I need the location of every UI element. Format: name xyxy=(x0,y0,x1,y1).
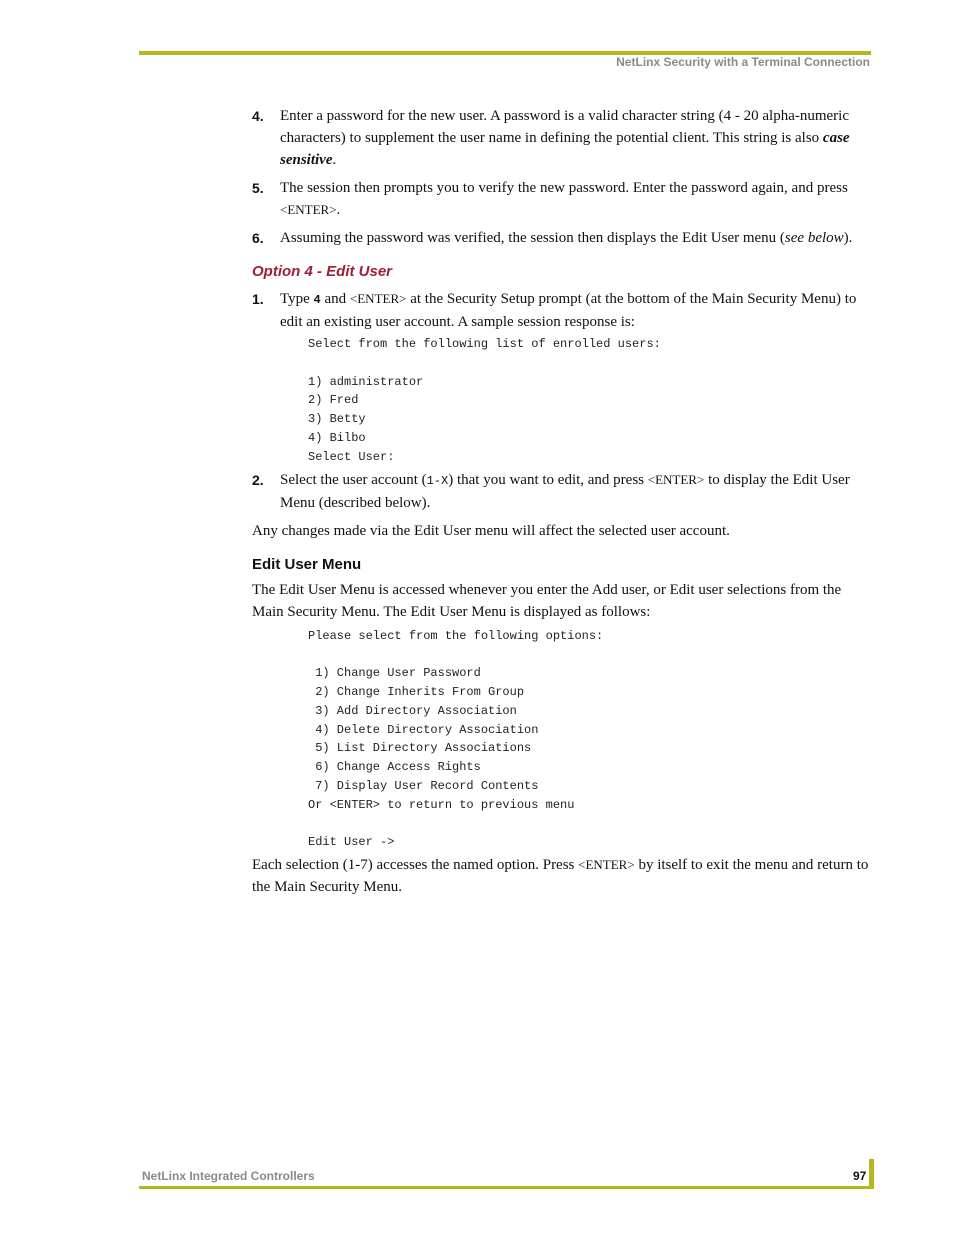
step-number: 5. xyxy=(252,180,264,196)
step-number: 2. xyxy=(252,471,264,488)
footer-title: NetLinx Integrated Controllers xyxy=(142,1169,315,1183)
page-number: 97 xyxy=(853,1169,867,1183)
key-name: <ENTER> xyxy=(280,202,337,217)
section-heading: Edit User Menu xyxy=(252,555,362,573)
code-line: 5) List Directory Associations xyxy=(308,741,532,756)
para-text: Each selection (1-7) accesses the named option. Press xyxy=(252,857,579,874)
code-line xyxy=(308,354,872,373)
step-text: at the Security Setup prompt (at the bottom of the Main Security Menu) to edit an existing user account. A sample session response is: xyxy=(280,291,857,330)
step-number: 6. xyxy=(252,230,264,246)
step-text: ). xyxy=(843,230,853,246)
code-line: 3) Betty xyxy=(308,412,366,427)
page-content xyxy=(252,105,872,898)
step-number: 4. xyxy=(252,108,264,124)
code-line: 2) Change Inherits From Group xyxy=(308,684,525,699)
code-line xyxy=(308,645,872,664)
key-name: <ENTER> xyxy=(578,857,635,873)
step-text: and xyxy=(320,291,350,307)
step-text: . xyxy=(332,152,337,168)
step-text: The session then prompts you to verify the new password. Enter the password again, and press xyxy=(280,180,848,196)
note-paragraph: Any changes made via the Edit User menu will affect the selected user account. xyxy=(252,522,730,539)
code-line: 6) Change Access Rights xyxy=(308,760,481,775)
emphasis: see below xyxy=(784,230,844,246)
step-5 xyxy=(252,177,872,221)
step-text: Select the user account ( xyxy=(280,471,427,488)
inline-code: 4 xyxy=(313,293,321,307)
code-line xyxy=(308,815,872,834)
intro-paragraph: The Edit User Menu is accessed whenever you enter the Add user, or Edit user selections from the Main Security Menu. The Edit User Menu is displayed as follows: xyxy=(252,581,842,620)
step-2 xyxy=(252,469,872,514)
section-heading: Option 4 - Edit User xyxy=(252,263,393,280)
footer-rule xyxy=(139,1186,874,1189)
step-6 xyxy=(252,227,872,249)
step-text: Enter a password for the new user. A password is a valid character string (4 - 20 alpha-numeric characters) to supplement the user name in defining the potential client. This string is also xyxy=(280,108,849,146)
step-4 xyxy=(252,105,872,171)
code-line: 1) administrator xyxy=(308,374,424,389)
code-line: Or <ENTER> to return to previous menu xyxy=(308,797,575,812)
code-line: 2) Fred xyxy=(308,393,359,408)
code-line: 4) Delete Directory Association xyxy=(308,722,539,737)
step-text: Assuming the password was verified, the session then displays the Edit User menu ( xyxy=(280,230,785,246)
emphasis: case sensitive xyxy=(280,130,850,168)
code-line: Select User: xyxy=(308,449,395,464)
step-number: 1. xyxy=(252,291,264,307)
para-text: by itself to exit the menu and return to the Main Security Menu. xyxy=(252,857,869,896)
menu-output xyxy=(308,627,872,853)
code-line: 1) Change User Password xyxy=(308,666,481,681)
key-name: <ENTER> xyxy=(349,291,407,306)
inline-code: 1-X xyxy=(426,473,449,488)
step-text: Type xyxy=(280,291,314,307)
code-line: 3) Add Directory Association xyxy=(308,703,517,718)
code-line: Select from the following list of enrolled users: xyxy=(308,337,661,351)
code-line: 4) Bilbo xyxy=(308,430,366,445)
step-text: ) that you want to edit, and press xyxy=(448,471,648,488)
session-output xyxy=(308,335,872,467)
footer-bar xyxy=(869,1159,874,1189)
step-text: . xyxy=(336,202,341,218)
key-name: <ENTER> xyxy=(647,471,705,487)
outro-paragraph xyxy=(252,854,872,898)
running-header: NetLinx Security with a Terminal Connection xyxy=(616,55,870,69)
code-line: 7) Display User Record Contents xyxy=(308,778,539,793)
step-1 xyxy=(252,288,872,333)
step-text: to display the Edit User Menu (described below). xyxy=(280,471,850,511)
code-line: Edit User -> xyxy=(308,835,395,850)
code-line: Please select from the following options: xyxy=(308,628,604,643)
